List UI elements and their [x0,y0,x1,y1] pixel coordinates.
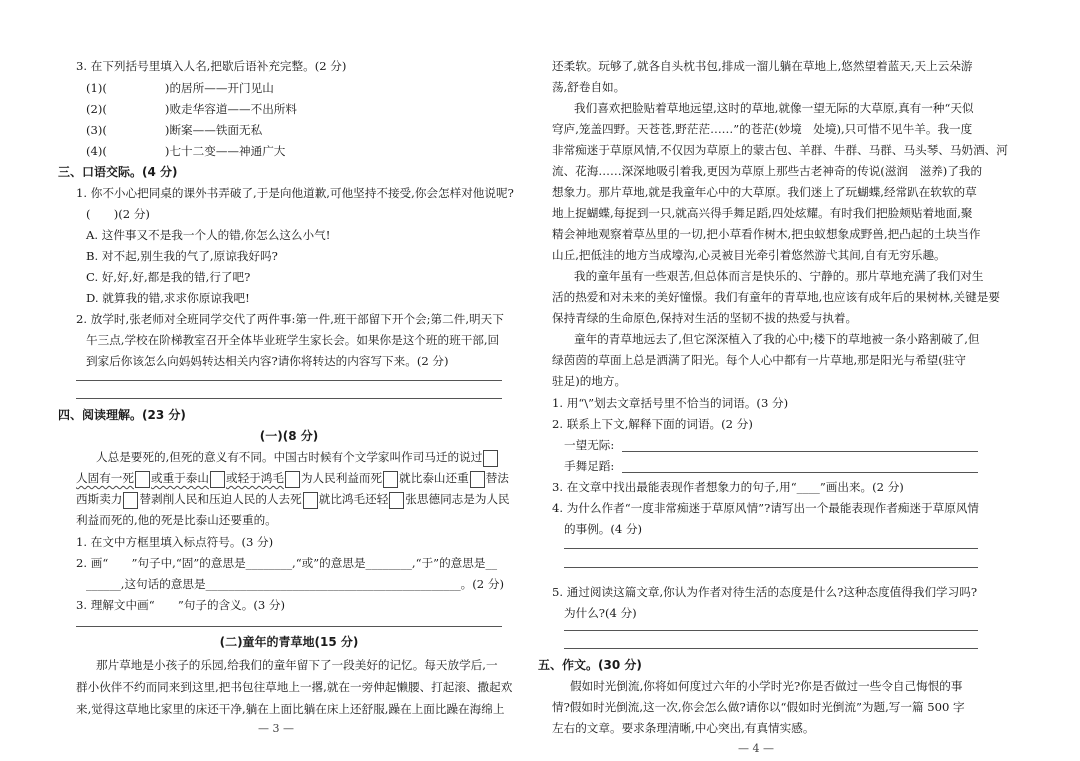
answer-line[interactable] [622,472,978,473]
answer-line[interactable] [76,380,502,381]
reading-2-q2: 2. 联系上下文,解释下面的词语。(2 分) [552,417,753,431]
page-number: — 4 — [738,742,774,755]
reading-2-cont-line: 活的热爱和对未来的美好憧憬。我们有童年的青草地,也应该有成年后的果树林,关键是要 [552,290,1000,304]
reading-2-cont-line: 我的童年虽有一些艰苦,但总体而言是快乐的、宁静的。那片草地充满了我们对生 [574,269,984,283]
reading-1-para-line3 [76,491,510,509]
oral-q2-line2: 午三点,学校在阶梯教室召开全体毕业班学生家长会。如果你是这个班的班干部,回 [86,333,500,347]
section-3-title: 三、口语交际。(4 分) [58,165,178,179]
reading-2-title: (二)童年的青草地(15 分) [219,635,359,649]
reading-2-cont-line: 保持青绿的生命原色,保持对生活的坚韧不拔的热爱与执着。 [552,311,858,325]
punctuation-box[interactable] [123,492,138,509]
reading-1-para-line1 [96,449,499,467]
reading-2-line2: 群小伙伴不约而同来到这里,把书包往草地上一撂,就在一旁伸起懒腰、打起滚、撒起欢 [76,680,513,694]
q3-item-1: (1)( )的居所——开门见山 [86,81,274,95]
answer-line[interactable] [76,626,502,627]
oral-option-c: C. 好,好,好,都是我的错,行了吧? [86,270,251,284]
q3-item-3: (3)( )断案——铁面无私 [86,123,263,137]
reading-2-line3: 来,觉得这草地比家里的床还干净,躺在上面比躺在床上还舒服,躁在上面比躁在海绵上 [76,702,505,716]
answer-line[interactable] [622,451,978,452]
reading-2-q3: 3. 在文章中找出最能表现作者想象力的句子,用“____”画出来。(2 分) [552,480,904,494]
oral-option-a: A. 这件事又不是我一个人的错,你怎么这么小气! [86,228,331,242]
essay-line1: 假如时光倒流,你将如何度过六年的小学时光?你是否做过一些令自己悔恨的事 [570,679,963,693]
reading-1-fragment: 为人民利益而死 [300,471,383,485]
reading-1-fragment: 人固有一死 [76,471,134,485]
punctuation-box[interactable] [389,492,404,509]
answer-line[interactable] [564,630,978,631]
section-5-title: 五、作文。(30 分) [538,658,642,672]
reading-2-cont-line: 荡,舒卷自如。 [552,80,626,94]
reading-1-q3: 3. 理解文中画“ ”句子的含义。(3 分) [76,598,286,612]
reading-2-cont-line: 地上捉蝴蝶,每捉到一只,就高兴得手舞足蹈,四处炫耀。有时我们把脸颊贴着地面,聚 [552,206,973,220]
reading-1-fragment: 张思德同志是为人民 [405,492,510,506]
reading-2-cont-line: 绿茵茵的草面上总是洒满了阳光。每个人心中都有一片草地,那是阳光与希望(驻守 [552,353,966,367]
essay-line3: 左右的文章。要求条理清晰,中心突出,有真情实感。 [552,721,815,735]
oral-option-d: D. 就算我的错,求求你原谅我吧! [86,291,250,305]
answer-line[interactable] [564,567,978,568]
reading-1-q2-line2: ______,这句话的意思是____________________________________________。(2 分) [86,577,504,591]
reading-1-fragment: 替法 [485,471,509,485]
answer-line[interactable] [564,648,978,649]
reading-1-q2-line1: 2. 画“ ”句子中,“固”的意思是________,“或”的意思是________,“于”的意思是__ [76,556,498,570]
reading-2-cont-line: 还柔软。玩够了,就各自头枕书包,排成一溜儿躺在草地上,悠然望着蓝天,天上云朵游 [552,59,973,73]
punctuation-box[interactable] [285,471,300,488]
reading-1-text: 人总是要死的,但死的意义有不同。中国古时候有个文学家叫作司马迁的说过 [96,450,483,464]
oral-option-b: B. 对不起,别生我的气了,原谅我好吗? [86,249,278,263]
reading-2-q2-a: 一望无际: [564,438,615,452]
reading-1-title: (一)(8 分) [259,429,319,443]
reading-2-q1: 1. 用“\”划去文章括号里不恰当的词语。(3 分) [552,396,789,410]
answer-line[interactable] [564,548,978,549]
reading-2-cont-line: 非常痴迷于草原风情,不仅因为草原上的蒙古包、羊群、牛群、马群、马头琴、马奶酒、河 [552,143,1008,157]
reading-2-line1: 那片草地是小孩子的乐园,给我们的童年留下了一段美好的记忆。每天放学后,一 [96,658,498,672]
reading-2-cont-line: 山丘,把低洼的地方当成壕沟,心灵被目光牵引着悠然游弋其间,自有无穷乐趣。 [552,248,946,262]
punctuation-box[interactable] [135,471,150,488]
reading-2-cont-line: 我们喜欢把脸贴着草地远望,这时的草地,就像一望无际的大草原,真有一种“天似 [574,101,974,115]
essay-line2: 情?假如时光倒流,这一次,你会怎么做?请你以“假如时光倒流”为题,写一篇 500 字 [552,700,965,714]
reading-2-cont-line: 想象力。那片草地,就是我童年心中的大草原。我们迷上了玩蝴蝶,经常趴在软软的草 [552,185,977,199]
punctuation-box[interactable] [303,492,318,509]
reading-1-fragment: 或轻于鸿毛 [225,471,284,485]
reading-1-fragment: 或重于泰山 [150,471,209,485]
reading-2-q5-line1: 5. 通过阅读这篇文章,你认为作者对待生活的态度是什么?这种态度值得我们学习吗? [552,585,978,599]
section-4-title: 四、阅读理解。(23 分) [58,408,186,422]
reading-2-cont-line: 童年的青草地远去了,但它深深植入了我的心中;楼下的草地被一条小路割破了,但 [574,332,980,346]
punctuation-box[interactable] [483,450,498,467]
reading-2-q2-b: 手舞足蹈: [564,459,615,473]
oral-q1-line2: ( )(2 分) [86,207,150,221]
reading-2-q4-line1: 4. 为什么作者“一度非常痴迷于草原风情”?请写出一个最能表现作者痴迷于草原风情 [552,501,980,515]
punctuation-box[interactable] [210,471,225,488]
reading-1-fragment: 西斯卖力 [76,492,123,506]
reading-1-para-line2 [76,470,509,488]
page-number: — 3 — [258,722,294,735]
reading-2-cont-line: 流、花海……深深地吸引着我,更因为草原上那些古老神奇的传说(滋润 滋养)了我的 [552,164,983,178]
q3-title: 3. 在下列括号里填入人名,把歇后语补充完整。(2 分) [76,59,347,73]
punctuation-box[interactable] [383,471,398,488]
reading-1-fragment: 替剥削人民和压迫人民的人去死 [139,492,302,506]
reading-2-cont-line: 穹庐,笼盖四野。天苍苍,野茫茫……”的苍茫(妙境 处境),只可惜不见牛羊。我一度 [552,122,973,136]
reading-1-para-line4: 利益而死的,他的死是比泰山还要重的。 [76,513,277,527]
oral-q2-line3: 到家后你该怎么向妈妈转达相关内容?请你将转达的内容写下来。(2 分) [86,354,449,368]
reading-1-q1: 1. 在文中方框里填入标点符号。(3 分) [76,535,274,549]
page-4 [540,0,1080,761]
reading-2-q5-line2: 为什么?(4 分) [564,606,637,620]
q3-item-2: (2)( )败走华容道——不出所料 [86,102,297,116]
q3-item-4: (4)( )七十二变——神通广大 [86,144,286,158]
reading-2-cont-line: 精会神地观察着草丛里的一切,把小草看作树木,把虫蚁想象成野兽,把凸起的土块当作 [552,227,981,241]
reading-2-q4-line2: 的事例。(4 分) [564,522,643,536]
reading-2-cont-line: 驻足)的地方。 [552,374,627,388]
answer-line[interactable] [76,398,502,399]
oral-q2-line1: 2. 放学时,张老师对全班同学交代了两件事:第一件,班干部留下开个会;第二件,明天下 [76,312,504,326]
oral-q1-line1: 1. 你不小心把同桌的课外书弄破了,于是向他道歉,可他坚持不接受,你会怎样对他说呢? [76,186,514,200]
reading-1-fragment: 就比鸿毛还轻 [318,492,389,506]
punctuation-box[interactable] [470,471,485,488]
reading-1-fragment: 就比泰山还重 [399,471,469,485]
